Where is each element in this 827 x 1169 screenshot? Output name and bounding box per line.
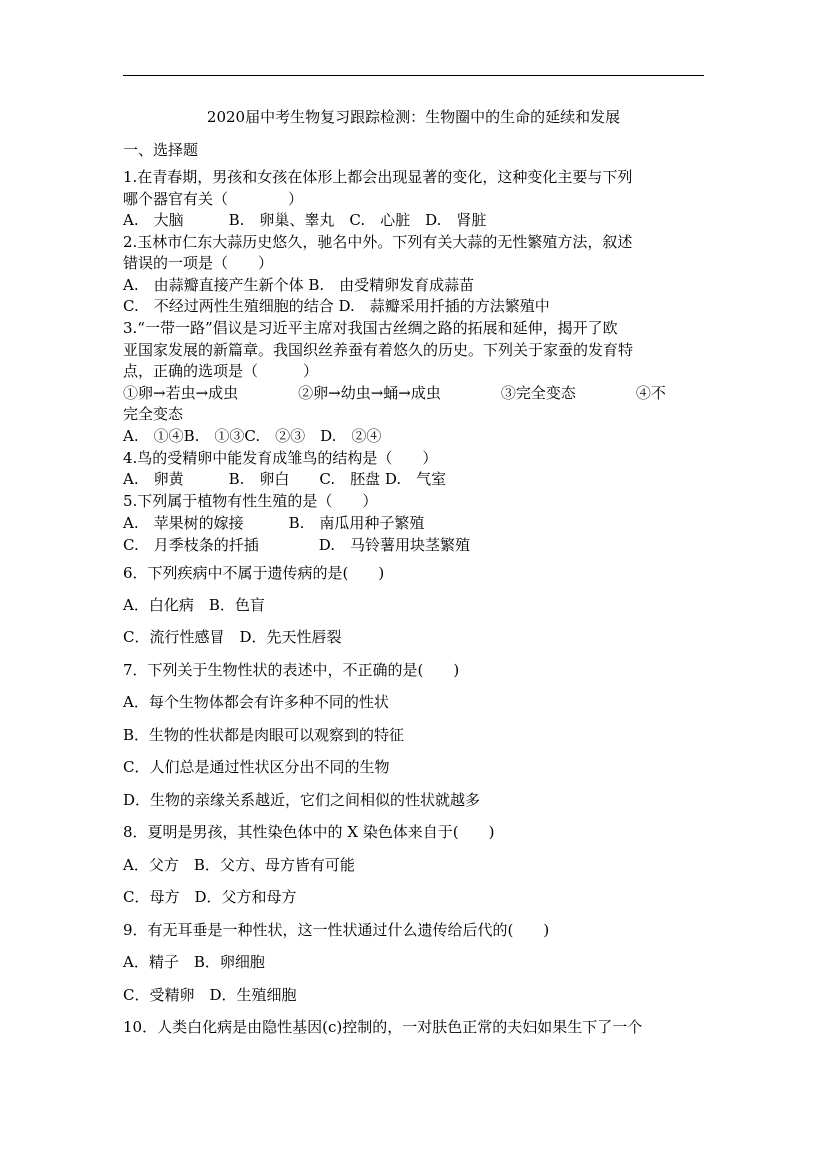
section-heading: 一、选择题 bbox=[123, 141, 199, 159]
answer-options: A．每个生物体都会有许多种不同的性状 bbox=[123, 693, 389, 711]
text-line: 完全变态 bbox=[123, 405, 184, 423]
text-line: ①卵→若虫→成虫 ②卵→幼虫→蛹→成虫 ③完全变态 ④不 bbox=[123, 384, 666, 402]
answer-options: B．生物的性状都是肉眼可以观察到的特征 bbox=[123, 726, 405, 744]
answer-options: A. ①④B. ①③C. ②③ D. ②④ bbox=[123, 427, 382, 445]
text-line: 2.玉林市仁东大蒜历史悠久，驰名中外。下列有关大蒜的无性繁殖方法，叙述 bbox=[123, 233, 633, 251]
text-line: 5.下列属于植物有性生殖的是（ ） bbox=[123, 492, 378, 510]
text-line: 点，正确的选项是（ ） bbox=[123, 362, 319, 380]
text-line: 1.在青春期，男孩和女孩在体形上都会出现显著的变化，这种变化主要与下列 bbox=[123, 168, 633, 186]
answer-options: A．白化病 B．色盲 bbox=[123, 596, 265, 614]
text-line: 3.“一带一路”倡议是习近平主席对我国古丝绸之路的拓展和延伸，揭开了欧 bbox=[123, 319, 618, 337]
answer-options: C．母方 D．父方和母方 bbox=[123, 888, 297, 906]
text-line: 7．下列关于生物性状的表述中，不正确的是( ) bbox=[123, 661, 460, 679]
answer-options: A. 苹果树的嫁接 B. 南瓜用种子繁殖 bbox=[123, 514, 425, 532]
text-line: 哪个器官有关（ ） bbox=[123, 190, 304, 208]
answer-options: D．生物的亲缘关系越近，它们之间相似的性状就越多 bbox=[123, 791, 481, 809]
text-line: 4.鸟的受精卵中能发育成雏鸟的结构是（ ） bbox=[123, 449, 438, 467]
text-line: 10．人类白化病是由隐性基因(c)控制的，一对肤色正常的夫妇如果生下了一个 bbox=[123, 1018, 643, 1036]
text-line: 8．夏明是男孩，其性染色体中的 X 染色体来自于( ) bbox=[123, 823, 495, 841]
answer-options: C. 月季枝条的扦插 D. 马铃薯用块茎繁殖 bbox=[123, 536, 470, 554]
answer-options: C. 不经过两性生殖细胞的结合 D. 蒜瓣采用扦插的方法繁殖中 bbox=[123, 297, 550, 315]
answer-options: A．父方 B．父方、母方皆有可能 bbox=[123, 856, 355, 874]
answer-options: A. 大脑 B. 卵巢、睾丸 C. 心脏 D. 肾脏 bbox=[123, 211, 487, 229]
text-line: 6．下列疾病中不属于遗传病的是( ) bbox=[123, 564, 385, 582]
answer-options: A. 卵黄 B. 卵白 C. 胚盘 D. 气室 bbox=[123, 470, 447, 488]
answer-options: A．精子 B．卵细胞 bbox=[123, 953, 265, 971]
text-line: 9．有无耳垂是一种性状，这一性状通过什么遗传给后代的( ) bbox=[123, 921, 550, 939]
answer-options: C．受精卵 D．生殖细胞 bbox=[123, 986, 297, 1004]
text-line: 亚国家发展的新篇章。我国织丝养蚕有着悠久的历史。下列关于家蚕的发育特 bbox=[123, 341, 634, 359]
header-rule bbox=[123, 75, 704, 76]
answer-options: C．人们总是通过性状区分出不同的生物 bbox=[123, 758, 390, 776]
answer-options: C．流行性感冒 D．先天性唇裂 bbox=[123, 628, 342, 646]
answer-options: A. 由蒜瓣直接产生新个体 B. 由受精卵发育成蒜苗 bbox=[123, 276, 475, 294]
text-line: 错误的一项是（ ） bbox=[123, 254, 274, 272]
document-title: 2020届中考生物复习跟踪检测：生物圈中的生命的延续和发展 bbox=[206, 108, 621, 126]
